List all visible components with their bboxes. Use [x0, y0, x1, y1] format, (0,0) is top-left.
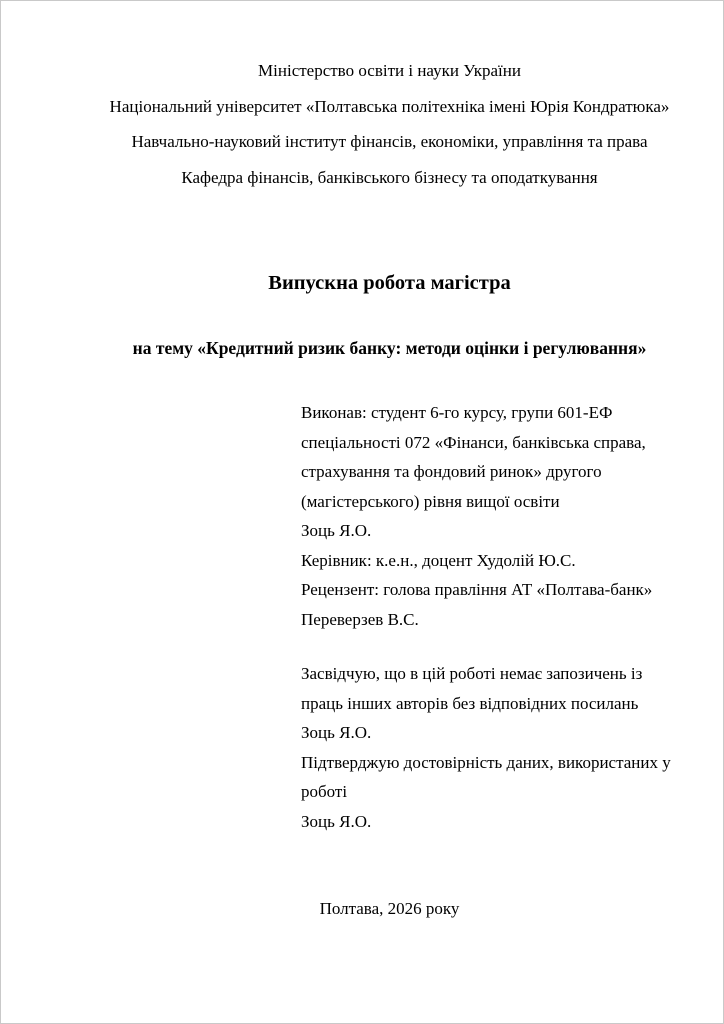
attestation-signature: Зоць Я.О.: [301, 723, 372, 742]
student-name: Зоць Я.О.: [301, 521, 372, 540]
department-line: Кафедра фінансів, банківського бізнесу та оподаткування: [181, 167, 598, 187]
attestation-line: Підтверджую достовірність даних, використаних у: [301, 752, 671, 772]
supervisor-line: Керівник: к.е.н., доцент Худолій Ю.С.: [301, 550, 576, 570]
executor-line: страхування та фондовий ринок» другого: [301, 462, 602, 481]
executor-block: [101, 398, 678, 634]
executor-line: (магістерського) рівня вищої освіти: [301, 491, 560, 511]
institute-line: Навчально-науковий інститут фінансів, економіки, управління та права: [131, 132, 648, 151]
university-line: Національний університет «Полтавська політехніка імені Юрія Кондратюка»: [109, 96, 670, 116]
attestation-line: праць інших авторів без відповідних посилань: [301, 693, 639, 713]
executor-line: Виконав: студент 6-го курсу, групи 601-ЕФ: [301, 403, 613, 422]
attestation-block: [101, 659, 678, 836]
work-theme: на тему «Кредитний ризик банку: методи оцінки і регулювання»: [132, 338, 647, 358]
attestation-signature: Зоць Я.О.: [301, 811, 372, 831]
ministry-line: Міністерство освіти і науки України: [258, 61, 521, 80]
attestation-line: Засвідчую, що в цій роботі немає запозичень із: [301, 664, 643, 683]
attestation-line: роботі: [301, 782, 348, 801]
reviewer-name: Переверзев В.С.: [301, 609, 419, 629]
work-title: Випускна робота магістра: [268, 272, 511, 294]
executor-line: спеціальності 072 «Фінанси, банківська справа,: [301, 432, 646, 452]
city-year-footer: Полтава, 2026 року: [319, 899, 460, 918]
reviewer-line: Рецензент: голова правління АТ «Полтава-банк»: [301, 580, 653, 599]
institution-header: [101, 53, 678, 195]
